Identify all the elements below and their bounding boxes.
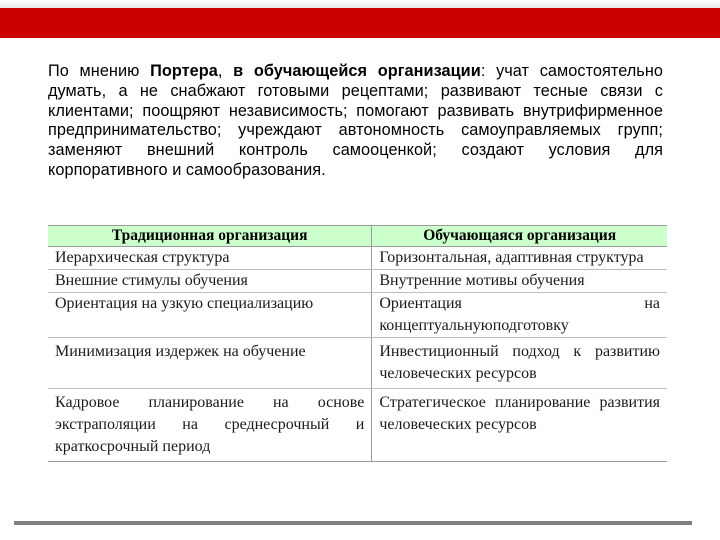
table-row <box>48 247 667 270</box>
intro-text-1: По мнению <box>48 62 140 80</box>
table-cell: Минимизация издержек на обучение <box>48 338 372 389</box>
table-header-row <box>48 226 667 247</box>
table-cell: Ориентация на узкую специализацию <box>48 293 372 338</box>
table-cell: Инвестиционный подход к развитию человеческих ресурсов <box>372 338 667 389</box>
table-cell: Внутренние мотивы обучения <box>372 270 667 293</box>
intro-author: Портера <box>150 62 218 80</box>
bottom-divider <box>14 521 692 525</box>
intro-phrase: в обучающейся организации <box>233 62 481 80</box>
table-cell: Иерархическая структура <box>48 247 372 270</box>
table-row <box>48 270 667 293</box>
top-red-banner <box>0 8 720 38</box>
table-cell: Стратегическое планирование развития человеческих ресурсов <box>379 394 660 433</box>
comparison-table <box>48 225 667 462</box>
intro-text-3: : учат самостоятельно думать, а не снабжают готовыми рецептами; развивают тесные связи с клиентами; поощряют независимость; помогают развивать внутрифирменное предпринимательство; учреждают автономность самоуправляемых групп; заменяют внешний контроль самооценкой; создают условия для корпоративного и самообразования. <box>48 62 663 179</box>
table-row <box>48 389 667 462</box>
intro-paragraph <box>48 62 663 181</box>
intro-text-2: , <box>217 62 234 80</box>
header-learning: Обучающаяся организация <box>372 226 667 247</box>
table-cell: Горизонтальная, адаптивная структура <box>372 247 667 270</box>
table-row <box>48 293 667 338</box>
table-cell: Кадровое планирование на основе экстраполяции на среднесрочный и краткосрочный период <box>48 389 372 462</box>
top-gradient-strip <box>0 0 720 8</box>
table-row <box>48 338 667 389</box>
table-cell: Ориентация на концептуальнуюподготовку <box>372 293 667 338</box>
table-cell: Внешние стимулы обучения <box>48 270 372 293</box>
header-traditional: Традиционная организация <box>48 226 372 247</box>
